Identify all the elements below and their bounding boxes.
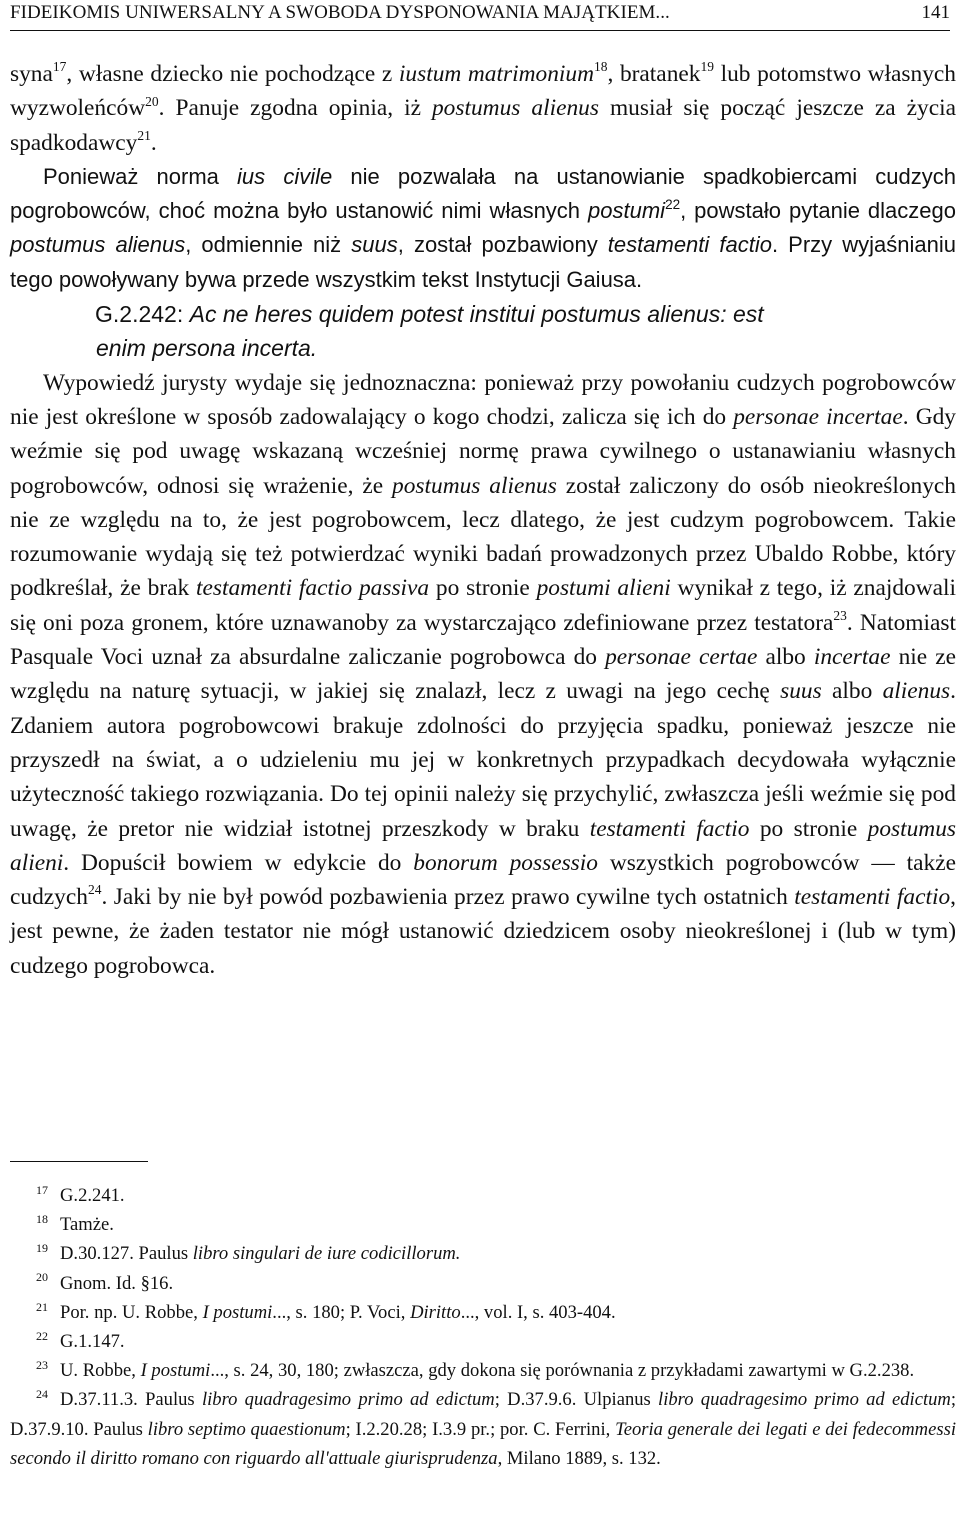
text-run: Gnom. Id. §16. [60,1272,174,1294]
text-run: ..., vol. I, s. 403-404. [460,1301,616,1323]
text-run: . Gdy weźmie się pod uwagę wskazaną wcześniej normę prawa cywilnego o ustanawianiu własnych pogrobowców, odnosi się wrażenie, że [10,403,956,499]
footnote-21: 21 Por. np. U. Robbe, I postumi..., s. 180; P. Voci, Diritto..., vol. I, s. 403-404. [36,1299,616,1323]
italic-text: libro quadragesimo primo ad edictum [658,1389,951,1411]
page-number: 141 [921,2,950,23]
text-run: G.2.242: [95,301,190,328]
italic-text: suus [351,232,398,258]
text-run: , bratanek [607,61,701,87]
footnote-ref: 22 [665,196,681,212]
italic-text: Teoria generale dei legati e dei fedecommessi secondo il diritto romano con riguardo all'attuale giurisprudenza [10,1418,956,1469]
footnote-ref: 18 [593,59,608,75]
italic-text: postumi alieni [536,575,671,602]
text-run: albo [757,644,814,671]
italic-text: Ac ne heres quidem potest institui postumus alienus: est [189,301,764,328]
footnote-separator [10,1161,148,1162]
text-run: . [150,129,157,156]
italic-text: enim persona incerta. [96,335,318,362]
italic-text: postumus alienus [392,472,557,499]
text-run: ..., s. 180; P. Voci, [272,1301,411,1323]
paragraph [10,57,956,160]
text-run: . Przy wyjaśnianiu tego powoływany bywa przede wszystkim tekst Instytucji Gaiusa. [10,232,956,292]
text-run: . Zdaniem autora pogrobowcowi brakuje zdolności do przyjęcia spadku, ponieważ jeszcze nie przyszedł na świat, a o udzieleniu mu jej w konkretnych przypadkach decydowała wyłącznie użyteczność takiego rozwiązania. Do tej opinii należy się przychylić, zwłaszcza jeśli weźmie się pod uwagę, że pretor nie widział istotnej przeszkody w braku [10,678,956,842]
text-run: G.1.147. [60,1331,125,1353]
italic-text: postumus alienus [431,95,599,122]
italic-text: iustum matrimonium [398,61,594,87]
footnote-ref: 24 [87,882,102,898]
italic-text: suus [780,678,822,705]
italic-text: incertae [813,644,891,671]
text-run: po stronie [429,575,537,602]
italic-text: personae incertae [733,403,903,430]
italic-text: personae certae [605,644,758,671]
italic-text: Diritto [410,1301,461,1323]
text-run: po stronie [749,815,868,842]
footnote-22: 22 G.1.147. [36,1328,125,1353]
text-run: nie ze względu na naturę sytuacji, w jakiej się znalazł, lecz z uwagi na jego cechę [10,644,956,705]
text-run: ; D.37.9.10. Paulus [10,1389,957,1440]
text-run: . Dopuścił bowiem w edykcie do [63,849,414,876]
running-header-title: FIDEIKOMIS UNIWERSALNY A SWOBODA DYSPONOWANIA MAJĄTKIEM... [10,2,670,23]
italic-text: postumus alienus [10,232,186,258]
footnote-24: 24 D.37.11.3. Paulus libro quadragesimo primo ad edictum; D.37.9.6. Ulpianus libro quadragesimo primo ad edictum; D.37.9.10. Paulus libro septimo quaestionum; I.2.20.28; I.3.9 pr.; por. C. Ferrini, Teoria generale dei legati e dei fedecommessi secondo il diritto romano con riguardo all'attuale giurisprudenza, Milano 1889, s. 132. [10,1387,957,1469]
gaius-quote [10,297,956,331]
italic-text: ius civile [237,163,333,189]
paragraph [10,366,956,983]
text-run: Ponieważ norma [43,163,238,189]
text-run: , powstało pytanie dlaczego [680,198,956,224]
text-run: Por. np. U. Robbe, [60,1301,203,1323]
text-run: , jest pewne, że żaden testator nie mógł ustanowić dziedzicem osoby nieokreślonej i (lub w tym) cudzego pogrobowca. [10,884,956,979]
italic-text: testamenti factio passiva [195,575,430,602]
text-run: ; I.2.20.28; I.3.9 pr.; por. C. Ferrini, [345,1418,616,1440]
italic-text: testamenti factio [589,815,750,842]
text-run: . Jaki by nie był powód pozbawienia przez prawo cywilne tych ostatnich [101,884,795,911]
text-run: wszystkich pogrobowców — także cudzych [10,849,957,911]
text-run: G.2.241. [60,1185,125,1206]
italic-text: postumus alieni [10,815,957,876]
footnote-19: 19 D.30.127. Paulus libro singulari de iure codicillorum. [36,1241,461,1265]
italic-text: testamenti factio [794,884,951,911]
text-run: U. Robbe, [60,1360,141,1382]
gaius-quote-continued [10,331,956,365]
text-run: , odmiennie niż [185,232,352,258]
footnote-23: 23 U. Robbe, I postumi..., s. 24, 30, 180; zwłaszcza, gdy dokona się porównania z przykładami zawartymi w G.2.238. [36,1358,915,1382]
text-run: . Natomiast Pasquale Voci uznał za absurdalne zaliczanie pogrobowca do [10,609,956,671]
italic-text: alienus [882,678,951,705]
italic-text: bonorum possessio [413,849,598,876]
text-run: D.30.127. Paulus [60,1243,193,1265]
italic-text: I postumi [202,1301,273,1323]
footnote-18: 18 Tamże. [36,1212,114,1236]
text-run: , Milano 1889, s. 132. [497,1447,661,1469]
footnote-20: 20 Gnom. Id. §16. [36,1270,174,1294]
italic-text: libro quadragesimo primo ad edictum [201,1389,495,1411]
text-run: , własne dziecko nie pochodzące z [66,61,399,87]
footnote-ref: 19 [700,59,714,75]
footnote-ref: 23 [833,607,847,623]
footnote-ref: 20 [145,93,159,109]
text-run: , został pozbawiony [397,232,608,258]
text-run: syna [10,61,53,87]
italic-text: libro septimo quaestionum [147,1418,346,1440]
text-run: Wypowiedź jurysty wydaje się jednoznaczna: ponieważ przy powołaniu cudzych pogrobowców nie jest określone w sposób zadowalający o kogo chodzi, zalicza się ich do [10,369,956,430]
text-run: albo [821,678,883,705]
italic-text: libro singulari de iure codicillorum. [192,1243,461,1265]
text-run: wynikał z tego, iż znajdowali się oni poza gronem, które uznawanoby za wystarczająco zdefiniowane przez testatora [10,575,956,636]
footnotes [10,1181,956,1473]
italic-text: testamenti factio [607,232,772,258]
footnote-17: 17 G.2.241. [36,1182,125,1206]
footnote-ref: 17 [52,59,67,75]
running-header [10,2,950,31]
text-run: lub potomstwo własnych wyzwoleńców [10,61,956,122]
italic-text: I postumi [140,1360,211,1382]
text-run: musiał się począć jeszcze za życia spadkodawcy [10,95,956,156]
text-run: Tamże. [60,1214,114,1236]
footnote-ref: 21 [137,127,151,143]
text-run: ; D.37.9.6. Ulpianus [494,1389,659,1411]
text-run: . Panuje zgodna opinia, iż [158,95,432,122]
text-run: ..., s. 24, 30, 180; zwłaszcza, gdy dokona się porównania z przykładami zawartymi w G.2.238. [210,1360,915,1382]
text-run: został zaliczony do osób nieokreślonych nie ze względu na to, że jest pogrobowcem, lecz dlatego, że jest cudzym pogrobowcem. Takie rozumowanie wydają się też potwierdzać wyniki badań prowadzonych przez Ubaldo Robbe, który podkreślał, że brak [10,472,956,602]
text-run: D.37.11.3. Paulus [60,1389,202,1411]
italic-text: postumi [588,198,666,224]
text-run: nie pozwalała na ustanowianie spadkobiercami cudzych pogrobowców, choć można było ustanowić nimi własnych [10,163,956,224]
main-text [10,57,956,983]
paragraph [10,160,956,297]
